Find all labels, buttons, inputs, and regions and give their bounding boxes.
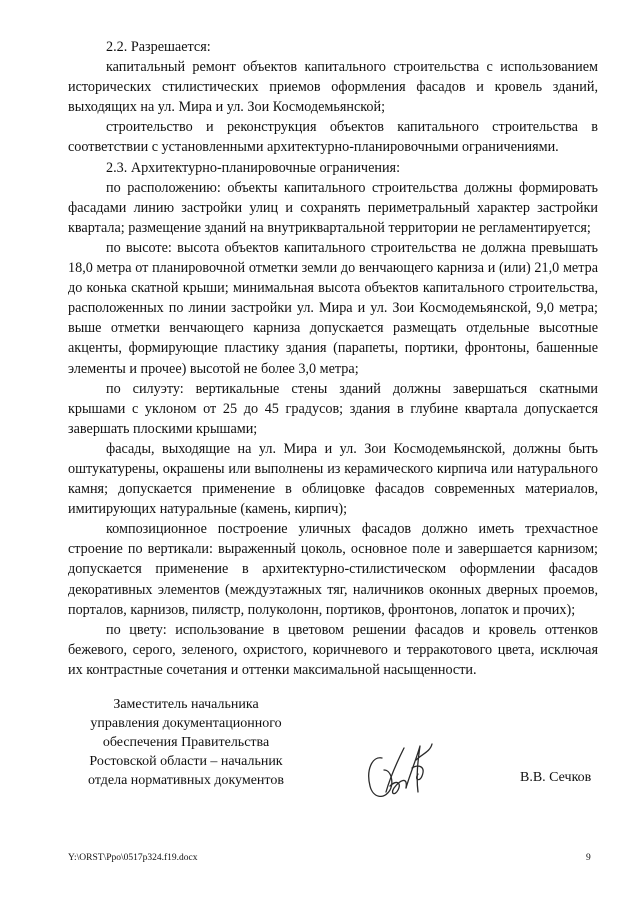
paragraph-location: по расположению: объекты капитального строительства должны формировать фасадами линию застройки улиц и сохранять периметральный характер застройки квартала; размещение зданий на внутриквартальной территории не регламентируется; (68, 179, 598, 236)
paragraph-height: по высоте: высота объектов капитального строительства не должна превышать 18,0 метра от планировочной отметки земли до венчающего карниза и (или) 21,0 метра до конька скатной крыши; минимальная высота объектов капитального строительства, расположенных по линии застройки ул. Мира и ул. Зои Космодемьянской, 9,0 метра; выше отметки венчающего карниза допускается размещать отдельные высотные акценты, формирующие пластику здания (парапеты, портики, фронтоны, башенные элементы и прочее) высотой не более 3,0 метра; (68, 239, 598, 377)
paragraph-composition: композиционное построение уличных фасадов должно иметь трехчастное строение по вертикали: выраженный цоколь, основное поле и завершается карнизом; допускается применение в архитектурно-стилистическом оформлении фасадов декоративных элементов (междуэтажных тяг, наличников оконных дверных проемов, порталов, карнизов, пилястр, полуколонн, портиков, фронтонов, лопаток и прочих); (68, 521, 598, 618)
signatory-name: В.В. Сечков (520, 770, 592, 785)
handwritten-signature-icon (360, 730, 440, 810)
signatory-title-line: отдела нормативных документов (88, 773, 284, 788)
signatory-title-line: управления документационного (90, 716, 282, 731)
footer-file-path: Y:\ORST\Ppo\0517p324.f19.docx (68, 853, 198, 863)
signatory-title-line: обеспечения Правительства (102, 735, 270, 750)
paragraph-construction: строительство и реконструкция объектов капитального строительства в соответствии с установленными архитектурно-планировочными ограничениями. (68, 119, 598, 156)
page-number: 9 (586, 853, 591, 863)
paragraph-silhouette: по силуэту: вертикальные стены зданий должны завершаться скатными крышами с уклоном от 25 до 45 градусов; здания в глубине квартала допускается завершать плоскими крышами; (68, 380, 598, 437)
document-body (68, 37, 598, 680)
section-heading-2-3: 2.3. Архитектурно-планировочные ограничения: (106, 159, 401, 176)
signatory-title (66, 695, 306, 790)
signatory-title-line: Заместитель начальника (113, 697, 259, 712)
paragraph-color: по цвету: использование в цветовом решении фасадов и кровель оттенков бежевого, серого, зеленого, охристого, коричневого и терракотового цвета, исключая их контрастные сочетания и оттенки максимальной насыщенности. (68, 621, 598, 678)
section-heading-2-2: 2.2. Разрешается: (106, 39, 211, 55)
paragraph-capital-repair: капитальный ремонт объектов капитального строительства с использованием исторических стилистических приемов оформления фасадов и кровель зданий, выходящих на ул. Мира и ул. Зои Космодемьянской; (68, 59, 598, 116)
signatory-title-line: Ростовской области – начальник (89, 754, 283, 769)
paragraph-facades: фасады, выходящие на ул. Мира и ул. Зои Космодемьянской, должны быть оштукатурены, окрашены или выполнены из керамического кирпича или натурального камня; допускается применение в облицовке фасадов современных материалов, имитирующих натуральные (камень, кирпич); (68, 440, 598, 518)
